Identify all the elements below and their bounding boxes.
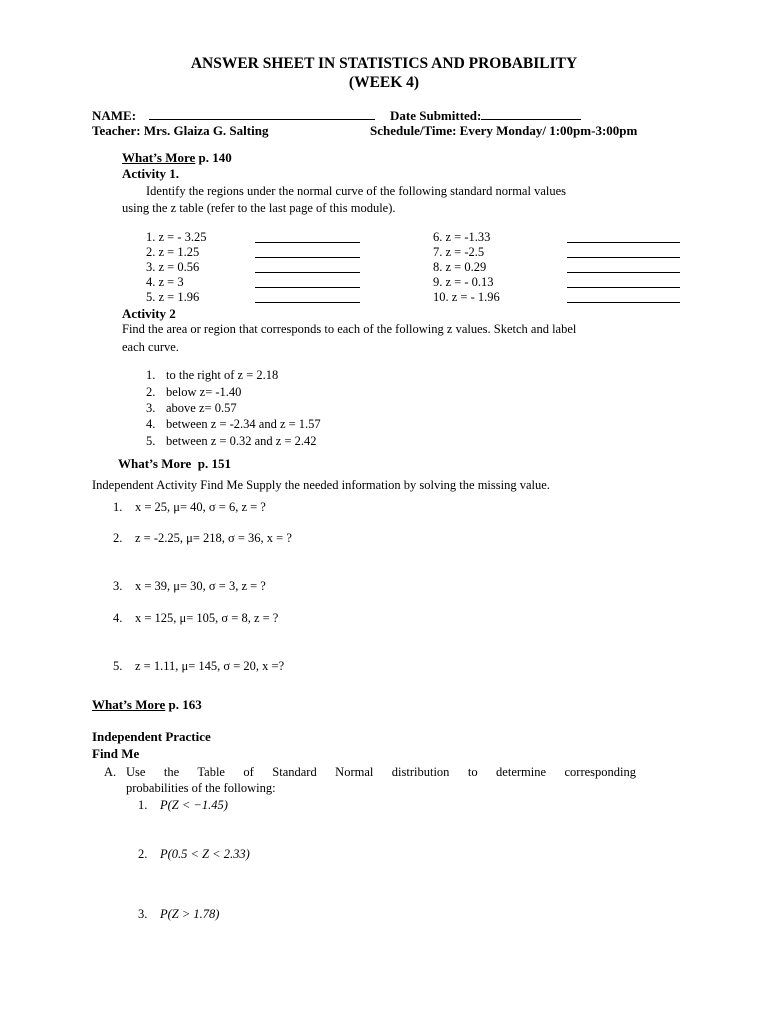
answer-blank[interactable] [567, 291, 680, 303]
activity1-item: 9. z = - 0.13 [433, 275, 494, 289]
find-me-title: Find Me [92, 746, 140, 761]
partA-label: A. [104, 765, 117, 779]
section2-item: 2. z = -2.25, μ= 218, σ = 36, x = ? [113, 531, 292, 545]
activity2-item: 4. between z = -2.34 and z = 1.57 [146, 417, 321, 431]
answer-blank[interactable] [567, 276, 680, 288]
activity1-item: 4. z = 3 [146, 275, 184, 289]
probability-item: 3. P(Z > 1.78) [138, 907, 220, 921]
activity1-instruction-line2: using the z table (refer to the last page of this module). [122, 201, 396, 215]
activity2-title: Activity 2 [122, 306, 176, 321]
activity1-item: 3. z = 0.56 [146, 260, 200, 274]
partA-instruction-line1: Use the Table of Standard Normal distribution to determine corresponding [126, 765, 636, 779]
page-title: ANSWER SHEET IN STATISTICS AND PROBABILITY [190, 55, 578, 72]
section3-heading-page: p. 163 [168, 697, 202, 712]
section1-heading [122, 150, 232, 166]
activity2-instruction-line2: each curve. [122, 340, 179, 354]
activity2-item: 3. above z= 0.57 [146, 401, 237, 415]
section2-heading [118, 456, 231, 472]
section2-item: 1. x = 25, μ= 40, σ = 6, z = ? [113, 500, 266, 514]
schedule-label: Schedule/Time: Every Monday/ 1:00pm-3:00pm [370, 123, 638, 138]
activity1-title: Activity 1. [122, 166, 180, 181]
name-field[interactable] [149, 108, 375, 120]
activity2-instruction-line1: Find the area or region that corresponds to each of the following z values. Sketch and label [122, 322, 577, 336]
activity2-item: 1. to the right of z = 2.18 [146, 368, 279, 382]
activity2-item: 2. below z= -1.40 [146, 385, 242, 399]
section2-item: 3. x = 39, μ= 30, σ = 3, z = ? [113, 579, 266, 593]
section2-item: 4. x = 125, μ= 105, σ = 8, z = ? [113, 611, 279, 625]
activity1-item: 2. z = 1.25 [146, 245, 200, 259]
answer-blank[interactable] [255, 261, 360, 273]
date-field[interactable] [481, 108, 581, 120]
date-label: Date Submitted: [390, 108, 482, 123]
date-row [390, 108, 581, 124]
independent-practice-title: Independent Practice [92, 729, 211, 744]
answer-blank[interactable] [567, 246, 680, 258]
section2-instruction: Independent Activity Find Me Supply the needed information by solving the missing value. [92, 478, 550, 492]
section2-item: 5. z = 1.11, μ= 145, σ = 20, x =? [113, 659, 285, 673]
section2-heading-link: What’s More [118, 456, 192, 471]
teacher-label: Teacher: Mrs. Glaiza G. Salting [92, 123, 269, 138]
probability-item: 2. P(0.5 < Z < 2.33) [138, 847, 250, 861]
partA-instruction-line2: probabilities of the following: [126, 781, 276, 795]
probability-item: 1. P(Z < −1.45) [138, 798, 228, 812]
answer-blank[interactable] [255, 291, 360, 303]
section2-heading-page: p. 151 [197, 456, 232, 471]
answer-blank[interactable] [255, 246, 360, 258]
answer-blank[interactable] [567, 231, 680, 243]
activity1-item: 5. z = 1.96 [146, 290, 200, 304]
page-subtitle-week: (WEEK 4) [348, 74, 420, 91]
name-label: NAME: [92, 108, 137, 123]
answer-blank[interactable] [255, 276, 360, 288]
section1-heading-link: What’s More [122, 150, 196, 165]
name-row [92, 108, 375, 124]
activity1-item: 7. z = -2.5 [433, 245, 485, 259]
activity1-item: 10. z = - 1.96 [433, 290, 500, 304]
answer-blank[interactable] [255, 231, 360, 243]
activity2-item: 5. between z = 0.32 and z = 2.42 [146, 434, 317, 448]
section1-heading-page: p. 140 [198, 150, 232, 165]
section3-heading [92, 697, 202, 713]
activity1-item: 8. z = 0.29 [433, 260, 487, 274]
activity1-instruction-line1: Identify the regions under the normal curve of the following standard normal values [146, 184, 567, 198]
answer-blank[interactable] [567, 261, 680, 273]
section3-heading-link: What’s More [92, 697, 166, 712]
activity1-item: 6. z = -1.33 [433, 230, 491, 244]
activity1-item: 1. z = - 3.25 [146, 230, 207, 244]
